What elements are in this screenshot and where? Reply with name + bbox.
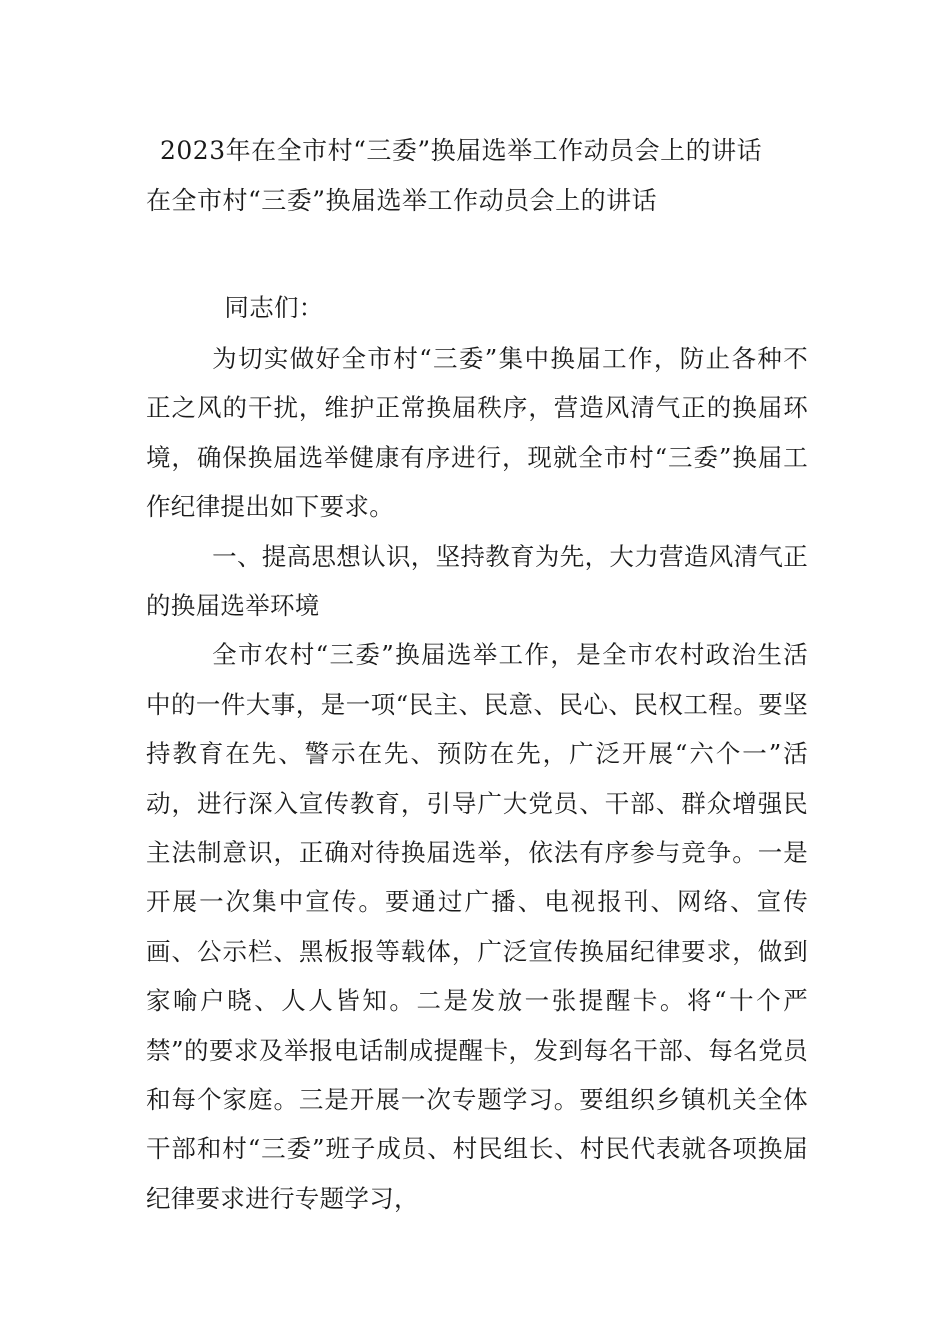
- salutation: 同志们：: [224, 293, 324, 322]
- document-title-line-1: 2023年在全市村“三委”换届选举工作动员会上的讲话: [160, 136, 763, 165]
- paragraph-section-1: 全市农村“三委”换届选举工作，是全市农村政治生活中的一件大事，是一项“民主、民意、民心、民权工程。要坚持教育在先、警示在先、预防在先，广泛开展“六个一”活动，进行深入宣传教育，引导广大党员、干部、群众增强民主法制意识，正确对待换届选举，依法有序参与竞争。一是开展一次集中宣传。要通过广播、电视报刊、网络、宣传画、公示栏、黑板报等载体，广泛宣传换届纪律要求，做到家喻户晓、人人皆知。二是发放一张提醒卡。将“十个严禁”的要求及举报电话制成提醒卡，发到每名干部、每名党员和每个家庭。三是开展一次专题学习。要组织乡镇机关全体干部和村“三委”班子成员、村民组长、村民代表就各项换届纪律要求进行专题学习，: [146, 640, 808, 1213]
- document-title-line-2: 在全市村“三委”换届选举工作动员会上的讲话: [146, 186, 658, 215]
- paragraph-intro: 为切实做好全市村“三委”集中换届工作，防止各种不正之风的干扰，维护正常换届秩序，营造风清气正的换届环境，确保换届选举健康有序进行，现就全市村“三委”换届工作纪律提出如下要求。: [146, 343, 808, 522]
- section-heading-1: 一、提高思想认识，坚持教育为先，大力营造风清气正的换届选举环境: [146, 541, 808, 620]
- document-body: [146, 283, 808, 1223]
